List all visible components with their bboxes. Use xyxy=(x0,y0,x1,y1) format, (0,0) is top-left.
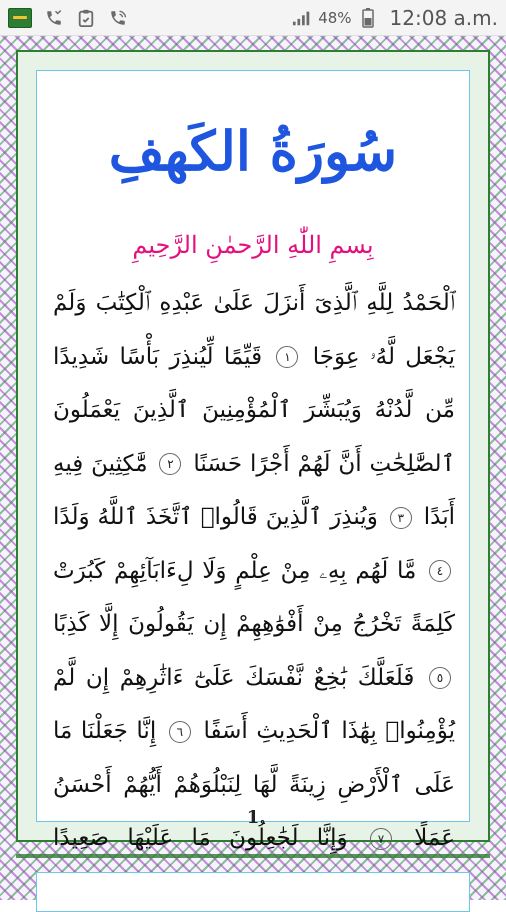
verse-text: ٱلْحَمْدُ لِلَّهِ ٱلَّذِىٓ أَنزَلَ عَلَىٰ عَبْدِهِ ٱلْكِتَٰبَ وَلَمْ يَجْعَل لَّهُۥ عِوَجَا xyxy=(53,290,456,370)
surah-title: سُورَةُ الكَهفِ xyxy=(108,119,398,183)
page-number: 1 xyxy=(246,807,260,828)
ayah-number-marker: ٤ xyxy=(429,560,451,582)
app-logo-icon xyxy=(8,8,32,28)
ayah-number-marker: ٢ xyxy=(159,453,181,475)
quran-text-panel[interactable] xyxy=(36,70,470,851)
ayah-number-marker: ١ xyxy=(276,346,298,368)
verse-text: وَيُنذِرَ ٱلَّذِينَ قَالُوا۟ ٱتَّخَذَ ٱللَّهُ وَلَدًا xyxy=(53,504,378,530)
next-page-preview[interactable] xyxy=(36,872,470,912)
signal-icon xyxy=(292,8,312,28)
missed-call-icon xyxy=(44,8,64,28)
status-bar xyxy=(0,0,506,36)
verse-text: مَّا لَهُم بِهِۦ مِنْ عِلْمٍ وَلَا لِءَابَآئِهِمْ كَبُرَتْ كَلِمَةً تَخْرُجُ مِنْ أَفْوَٰهِهِمْ إِن يَقُولُونَ إِلَّا كَذِبًا xyxy=(53,557,455,637)
battery-percent: 48% xyxy=(318,8,352,27)
battery-icon xyxy=(358,8,378,28)
verse-text: مَّٰكِثِينَ فِيهِ أَبَدًا xyxy=(53,450,456,530)
verse-block[interactable] xyxy=(53,277,455,866)
ayah-number-marker: ٥ xyxy=(429,667,451,689)
verse-text: فَلَعَلَّكَ بَٰخِعٌ نَّفْسَكَ عَلَىٰٓ ءَاثَٰرِهِمْ إِن لَّمْ يُؤْمِنُوا۟ بِهَٰذَا ٱلْحَدِيثِ أَسَفًا xyxy=(53,664,456,744)
system-status xyxy=(292,6,498,30)
clipboard-icon xyxy=(76,8,96,28)
clock: 12:08 a.m. xyxy=(389,5,498,30)
basmala: بِسمِ اللّٰهِ الرَّحمٰنِ الرَّحِيمِ xyxy=(132,231,374,259)
decorative-page-frame[interactable] xyxy=(0,36,506,900)
verse-text: قَيِّمًا لِّيُنذِرَ بَأْسًا شَدِيدًا مِّن لَّدُنْهُ وَيُبَشِّرَ ٱلْمُؤْمِنِينَ ٱلَّذِينَ يَعْمَلُونَ ٱلصَّٰلِحَٰتِ أَنَّ لَهُمْ أَجْرًا حَسَنًا xyxy=(53,343,456,477)
ayah-number-marker: ٦ xyxy=(169,721,191,743)
verse-text: وَإِنَّا لَجَٰعِلُونَ مَا عَلَيْهَا صَعِيدًا xyxy=(53,825,348,851)
wifi-call-icon xyxy=(108,8,128,28)
verse-text: إِنَّا جَعَلْنَا مَا عَلَى ٱلْأَرْضِ زِينَةً لَّهَا لِنَبْلُوَهُمْ أَيُّهُمْ أَحْسَنُ عَمَلًا xyxy=(53,718,456,851)
notification-icons xyxy=(8,8,128,28)
ayah-number-marker: ٧ xyxy=(370,828,392,850)
ayah-number-marker: ٣ xyxy=(390,507,412,529)
